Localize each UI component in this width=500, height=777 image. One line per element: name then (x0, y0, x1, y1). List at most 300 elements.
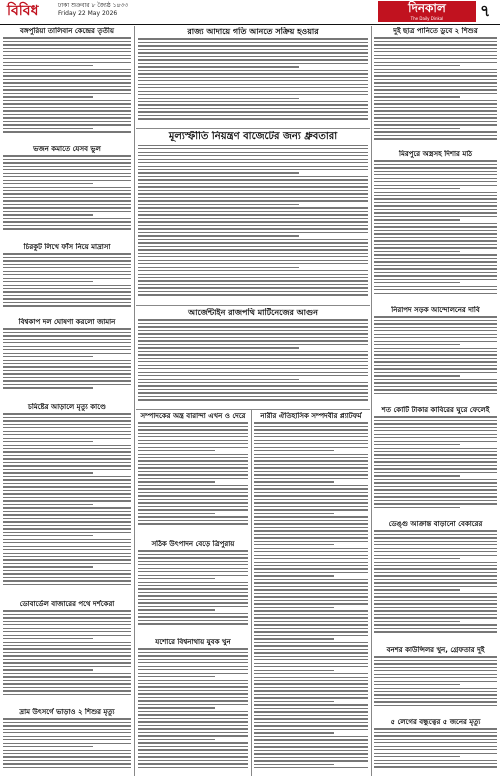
article-body (3, 328, 131, 389)
body-text-line (138, 571, 248, 572)
article-body (374, 656, 497, 706)
body-text-line (3, 103, 131, 104)
body-text-line (374, 272, 497, 273)
body-text-line (138, 211, 368, 212)
body-text-line (374, 575, 497, 576)
body-text-line (3, 767, 131, 768)
body-text-line (138, 693, 248, 694)
body-text-line (138, 599, 248, 600)
body-text-line (3, 476, 131, 477)
body-text-line (254, 485, 368, 486)
article-a13 (254, 412, 368, 774)
body-text-line (138, 98, 299, 99)
body-text-line (254, 708, 368, 709)
body-text-line (138, 513, 215, 514)
article-a12 (138, 638, 248, 774)
body-text-line (3, 366, 131, 367)
body-text-line (374, 475, 460, 476)
article-body (3, 718, 131, 768)
article-body (3, 610, 131, 695)
body-text-line (374, 86, 497, 87)
body-text-line (138, 711, 248, 712)
body-text-line (138, 225, 368, 226)
body-text-line (254, 471, 368, 472)
body-text-line (374, 289, 497, 290)
article-a7 (138, 27, 368, 125)
body-text-line (374, 293, 497, 294)
body-text-line (254, 575, 334, 576)
body-text-line (374, 72, 497, 73)
body-text-line (138, 756, 248, 757)
body-text-line (374, 51, 497, 52)
body-text-line (374, 316, 497, 317)
body-text-line (374, 69, 497, 70)
body-text-line (138, 721, 248, 722)
article-a16 (374, 306, 497, 400)
body-text-line (254, 607, 334, 608)
body-text-line (374, 219, 460, 220)
body-text-line (374, 275, 497, 276)
body-text-line (254, 628, 368, 629)
body-text-line (3, 532, 131, 533)
body-text-line (3, 159, 131, 160)
body-text-line (3, 264, 131, 265)
body-text-line (374, 265, 497, 266)
body-text-line (254, 694, 368, 695)
body-text-line (254, 586, 368, 587)
body-text-line (138, 616, 248, 617)
body-text-line (3, 535, 93, 536)
body-text-line (3, 110, 131, 111)
body-text-line (138, 396, 368, 397)
body-text-line (138, 739, 215, 740)
body-text-line (138, 676, 215, 677)
body-text-line (3, 729, 131, 730)
body-text-line (374, 756, 460, 757)
body-text-line (3, 448, 131, 449)
article-body (374, 416, 497, 508)
body-text-line (138, 659, 248, 660)
body-text-line (254, 544, 334, 545)
body-text-line (3, 500, 131, 501)
body-text-line (374, 568, 497, 569)
body-text-line (374, 261, 497, 262)
body-text-line (138, 287, 368, 288)
body-text-line (374, 382, 497, 383)
body-text-line (3, 573, 131, 574)
article-headline: বনশর কাউন্সিলর খুন, গ্রেফতার দুই (386, 646, 485, 654)
article-headline: ডেঙ্গু আক্রান্ত বাড়ানো বেকারের (388, 520, 483, 528)
body-text-line (374, 496, 497, 497)
body-text-line (138, 474, 248, 475)
article-headline: ডোবাৰ্ডেল বাজারের পথে দর্শকেরা (19, 600, 115, 608)
body-text-line (3, 497, 131, 498)
body-text-line (254, 443, 368, 444)
body-text-line (374, 372, 497, 373)
body-text-line (3, 417, 131, 418)
body-text-line (138, 595, 248, 596)
body-text-line (3, 424, 131, 425)
body-text-line (3, 291, 131, 292)
body-text-line (254, 711, 368, 712)
body-text-line (254, 502, 368, 503)
body-text-line (374, 240, 497, 241)
body-text-line (374, 114, 497, 115)
body-text-line (138, 204, 299, 205)
body-text-line (3, 472, 93, 473)
body-text-line (374, 607, 497, 608)
body-text-line (3, 339, 131, 340)
body-text-line (374, 562, 497, 563)
body-text-line (254, 551, 368, 552)
body-text-line (374, 596, 497, 597)
body-text-line (138, 379, 299, 380)
body-text-line (3, 669, 93, 670)
body-text-line (374, 65, 460, 66)
body-text-line (138, 585, 248, 586)
body-text-line (374, 430, 497, 431)
body-text-line (138, 578, 215, 579)
body-text-line (374, 337, 497, 338)
body-text-line (374, 358, 497, 359)
article-a14 (374, 27, 497, 145)
body-text-line (138, 602, 248, 603)
body-text-line (254, 450, 334, 451)
body-text-line (138, 176, 368, 177)
body-text-line (254, 729, 368, 730)
body-text-line (374, 465, 497, 466)
body-text-line (3, 176, 131, 177)
body-text-line (254, 582, 368, 583)
body-text-line (138, 284, 368, 285)
article-headline: আর্জেন্টাইন রাজপথি মার্টিনেজের আগুন (188, 308, 318, 317)
body-text-line (374, 174, 497, 175)
body-text-line (3, 62, 131, 63)
page-header (0, 0, 500, 25)
body-text-line (3, 584, 131, 585)
body-text-line (138, 623, 248, 624)
body-text-line (374, 541, 497, 542)
body-text-line (138, 294, 368, 295)
article-a5 (3, 403, 131, 593)
body-text-line (3, 666, 131, 667)
body-text-line (3, 521, 131, 522)
article-headline: চমিষ্টের আড়ালে মৃত্যু কাণ্ডে (28, 403, 106, 411)
body-text-line (374, 171, 497, 172)
article-headline: নিরাপদ সড়ক আন্দোলনের দাবি (391, 306, 480, 314)
body-text-line (374, 41, 497, 42)
body-text-line (3, 451, 131, 452)
body-text-line (3, 614, 131, 615)
body-text-line (3, 750, 131, 751)
body-text-line (254, 579, 368, 580)
body-text-line (254, 659, 368, 660)
body-text-line (138, 246, 368, 247)
body-text-line (254, 697, 368, 698)
body-text-line (138, 235, 299, 236)
body-text-line (374, 503, 497, 504)
column-divider (371, 26, 372, 776)
article-body (3, 37, 131, 132)
body-text-line (3, 676, 131, 677)
body-text-line (374, 320, 497, 321)
body-text-line (3, 93, 131, 94)
body-text-line (3, 328, 131, 329)
body-text-line (3, 722, 131, 723)
body-text-line (138, 162, 368, 163)
body-text-line (3, 736, 131, 737)
body-text-line (374, 617, 497, 618)
body-text-line (374, 237, 497, 238)
body-text-line (3, 718, 131, 719)
body-text-line (138, 669, 248, 670)
body-text-line (138, 767, 248, 768)
body-text-line (3, 549, 131, 550)
body-text-line (3, 131, 131, 132)
body-text-line (374, 188, 460, 189)
article-headline: সঠিক উৎপাদন বেড়ে ত্রিপুরায় (151, 540, 235, 548)
body-text-line (374, 389, 497, 390)
body-text-line (3, 384, 131, 385)
body-text-line (254, 530, 368, 531)
body-text-line (254, 680, 368, 681)
body-text-line (138, 422, 248, 423)
body-text-line (374, 216, 497, 217)
body-text-line (374, 365, 497, 366)
article-body (138, 648, 248, 768)
body-text-line (254, 513, 334, 514)
body-text-line (138, 372, 368, 373)
body-text-line (138, 63, 368, 64)
body-text-line (138, 554, 248, 555)
body-text-line (374, 135, 497, 136)
body-text-line (374, 178, 497, 179)
article-headline: ৫ লেগের বন্ধুত্বের ৫ জনের মৃত্যু (390, 718, 481, 726)
body-text-line (374, 131, 497, 132)
body-text-line (3, 525, 131, 526)
article-headline: দ্রাম উৎসর্গে ভাড়াও ২ শিশুর মৃত্যু (19, 708, 115, 716)
body-text-line (138, 582, 248, 583)
body-text-line (254, 426, 368, 427)
body-text-line (138, 267, 299, 268)
body-text-line (254, 645, 368, 646)
body-text-line (138, 460, 248, 461)
article-headline: সম্পাদকের অন্ত্র বারান্দা এখন ও দেরে (140, 412, 246, 420)
body-text-line (3, 281, 93, 282)
article-body (374, 530, 497, 632)
article-body (138, 319, 368, 401)
body-text-line (138, 159, 368, 160)
body-text-line (138, 104, 368, 105)
body-text-line (3, 490, 131, 491)
body-text-line (138, 575, 248, 576)
body-text-line (3, 469, 131, 470)
body-text-line (3, 659, 131, 660)
body-text-line (3, 763, 131, 764)
body-text-line (374, 551, 497, 552)
body-text-line (3, 190, 131, 191)
body-text-line (138, 344, 368, 345)
body-text-line (374, 226, 497, 227)
body-text-line (138, 49, 368, 50)
body-text-line (138, 183, 368, 184)
body-text-line (3, 680, 131, 681)
body-text-line (254, 732, 334, 733)
body-text-line (254, 600, 368, 601)
body-text-line (374, 334, 497, 335)
body-text-line (3, 363, 131, 364)
body-text-line (254, 666, 368, 667)
body-text-line (3, 518, 131, 519)
body-text-line (374, 537, 497, 538)
body-text-line (374, 212, 497, 213)
body-text-line (138, 52, 368, 53)
body-text-line (374, 739, 497, 740)
body-text-line (374, 694, 497, 695)
body-text-line (254, 523, 368, 524)
body-text-line (374, 434, 497, 435)
body-text-line (374, 195, 497, 196)
body-text-line (138, 550, 248, 551)
body-text-line (3, 221, 131, 222)
body-text-line (138, 365, 368, 366)
body-text-line (138, 749, 248, 750)
body-text-line (138, 172, 299, 173)
body-text-line (374, 691, 497, 692)
body-text-line (138, 502, 248, 503)
body-text-line (138, 323, 368, 324)
column-divider (251, 410, 252, 776)
body-text-line (3, 253, 131, 254)
body-text-line (3, 652, 131, 653)
body-text-line (138, 753, 248, 754)
article-headline: চিরকুট লিখে ফাঁস নিয়ে মাদ্রাসা (23, 243, 111, 251)
body-text-line (374, 181, 497, 182)
body-text-line (374, 330, 497, 331)
body-text-line (138, 118, 368, 119)
body-text-line (3, 655, 131, 656)
body-text-line (374, 705, 497, 706)
body-text-line (3, 48, 131, 49)
body-text-line (374, 451, 497, 452)
body-text-line (138, 662, 248, 663)
body-text-line (374, 48, 497, 49)
body-text-line (3, 570, 131, 571)
body-text-line (254, 509, 368, 510)
body-text-line (138, 561, 248, 562)
body-text-line (3, 65, 93, 66)
body-text-line (374, 489, 497, 490)
body-text-line (374, 589, 460, 590)
body-text-line (254, 481, 334, 482)
body-text-line (254, 621, 368, 622)
body-text-line (254, 492, 368, 493)
article-body (138, 38, 368, 120)
body-text-line (138, 148, 368, 149)
body-text-line (374, 628, 497, 629)
body-text-line (254, 488, 368, 489)
body-text-line (254, 422, 368, 423)
body-text-line (3, 72, 131, 73)
body-text-line (138, 704, 248, 705)
body-text-line (3, 441, 93, 442)
body-text-line (374, 582, 497, 583)
body-text-line (374, 167, 497, 168)
body-text-line (374, 160, 497, 161)
article-body (138, 550, 248, 625)
body-text-line (254, 715, 368, 716)
body-text-line (374, 128, 460, 129)
body-text-line (254, 631, 368, 632)
article-headline: ভজন কমাতে যেসব ভুল (33, 145, 101, 153)
body-text-line (138, 84, 368, 85)
body-text-line (254, 596, 368, 597)
body-text-line (3, 356, 93, 357)
body-text-line (374, 458, 497, 459)
article-body (3, 253, 131, 307)
body-text-line (3, 539, 131, 540)
body-text-line (374, 766, 497, 767)
article-headline: দুই ছাত্র পানিতে ডুবে ২ শিশুর (393, 27, 478, 35)
body-text-line (138, 111, 368, 112)
body-text-line (3, 553, 131, 554)
body-text-line (3, 577, 131, 578)
body-text-line (374, 44, 497, 45)
body-text-line (3, 44, 131, 45)
body-text-line (374, 621, 460, 622)
body-text-line (374, 728, 497, 729)
body-text-line (374, 341, 497, 342)
article-a21 (3, 708, 131, 774)
body-text-line (254, 440, 368, 441)
body-text-line (138, 673, 248, 674)
body-text-line (374, 230, 497, 231)
body-text-line (138, 115, 368, 116)
body-text-line (374, 610, 497, 611)
body-text-line (374, 393, 497, 394)
body-text-line (374, 348, 497, 349)
body-text-line (254, 572, 368, 573)
body-text-line (3, 302, 131, 303)
body-text-line (3, 107, 131, 108)
body-text-line (3, 55, 131, 56)
body-text-line (254, 460, 368, 461)
body-text-line (138, 38, 368, 39)
body-text-line (138, 450, 215, 451)
body-text-line (3, 211, 131, 212)
body-text-line (138, 221, 368, 222)
body-text-line (138, 680, 248, 681)
body-text-line (138, 454, 248, 455)
article-a17 (374, 406, 497, 514)
body-text-line (3, 183, 93, 184)
body-text-line (3, 274, 131, 275)
body-text-line (374, 82, 497, 83)
body-text-line (3, 228, 131, 229)
body-text-line (254, 753, 368, 754)
body-text-line (374, 416, 497, 417)
body-text-line (3, 690, 131, 691)
body-text-line (3, 486, 131, 487)
body-text-line (374, 603, 497, 604)
body-text-line (3, 662, 131, 663)
body-text-line (138, 499, 248, 500)
article-headline: বিশ্বকাপ দল ঘোষণা করলো জামান (18, 318, 116, 326)
body-text-line (138, 200, 368, 201)
body-text-line (138, 478, 248, 479)
body-text-line (254, 548, 368, 549)
body-text-line (374, 89, 497, 90)
